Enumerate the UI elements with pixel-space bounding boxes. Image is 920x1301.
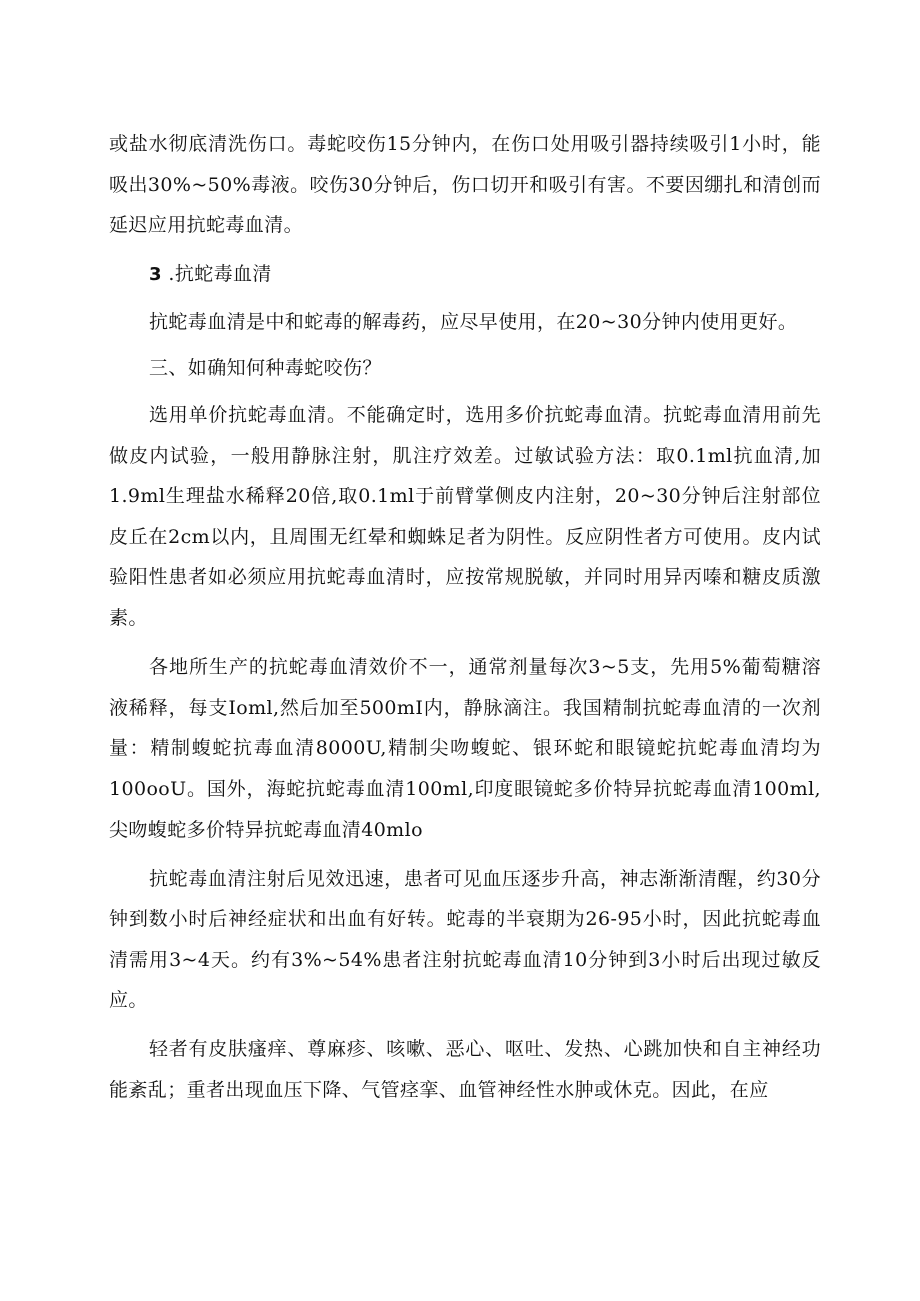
paragraph-effect: 抗蛇毒血清注射后见效迅速，患者可见血压逐步升高，神志渐渐清醒，约30分钟到数小时后神经症状和出血有好转。蛇毒的半衰期为26-95小时，因此抗蛇毒血清需用3~4天。约有3%~54%患者注射抗蛇毒血清10分钟到3小时后出现过敏反应。 (109, 867, 821, 1012)
paragraph-dosage: 各地所生产的抗蛇毒血清效价不一，通常剂量每次3~5支，先用5%葡萄糖溶液稀释，每支Ioml,然后加至500mI内，静脉滴注。我国精制抗蛇毒血清的一次剂量：精制蝮蛇抗毒血清8000U,精制尖吻蝮蛇、银环蛇和眼镜蛇抗蛇毒血清均为100ooU。国外，海蛇抗蛇毒血清100ml,印度眼镜蛇多价特异抗蛇毒血清100ml,尖吻蝮蛇多价特异抗蛇毒血清40mlo (109, 656, 821, 841)
paragraph-skin-test: 选用单价抗蛇毒血清。不能确定时，选用多价抗蛇毒血清。抗蛇毒血清用前先做皮内试验，一般用静脉注射，肌注疗效差。过敏试验方法：取0.1ml抗血清,加1.9ml生理盐水稀释20倍,取0.1ml于前臂掌侧皮内注射，20~30分钟后注射部位皮丘在2cm以内，且周围无红晕和蜘蛛足者为阴性。反应阴性者方可使用。皮内试验阳性患者如必须应用抗蛇毒血清时，应按常规脱敏，并同时用异丙嗪和糖皮质激素。 (109, 404, 821, 630)
section-heading-text: .抗蛇毒血清 (161, 263, 272, 286)
document-body (109, 124, 821, 1119)
paragraph-reactions: 轻者有皮肤瘙痒、尊麻疹、咳嗽、恶心、呕吐、发热、心跳加快和自主神经功能紊乱；重者出现血压下降、气管痉挛、血管神经性水肿或休克。因此，在应 (109, 1038, 821, 1102)
paragraph-wound-cleaning: 或盐水彻底清洗伤口。毒蛇咬伤15分钟内，在伤口处用吸引器持续吸引1小时，能吸出30%~50%毒液。咬伤30分钟后，伤口切开和吸引有害。不要因绷扎和清创而延迟应用抗蛇毒血清。 (109, 133, 821, 237)
paragraph-antivenom-intro: 抗蛇毒血清是中和蛇毒的解毒药，应尽早使用，在20~30分钟内使用更好。 (149, 310, 798, 333)
section-number: 3 (149, 264, 162, 286)
section-heading-identify-snake: 三、如确知何种毒蛇咬伤？ (149, 357, 382, 380)
section-heading-antivenom (109, 254, 821, 296)
